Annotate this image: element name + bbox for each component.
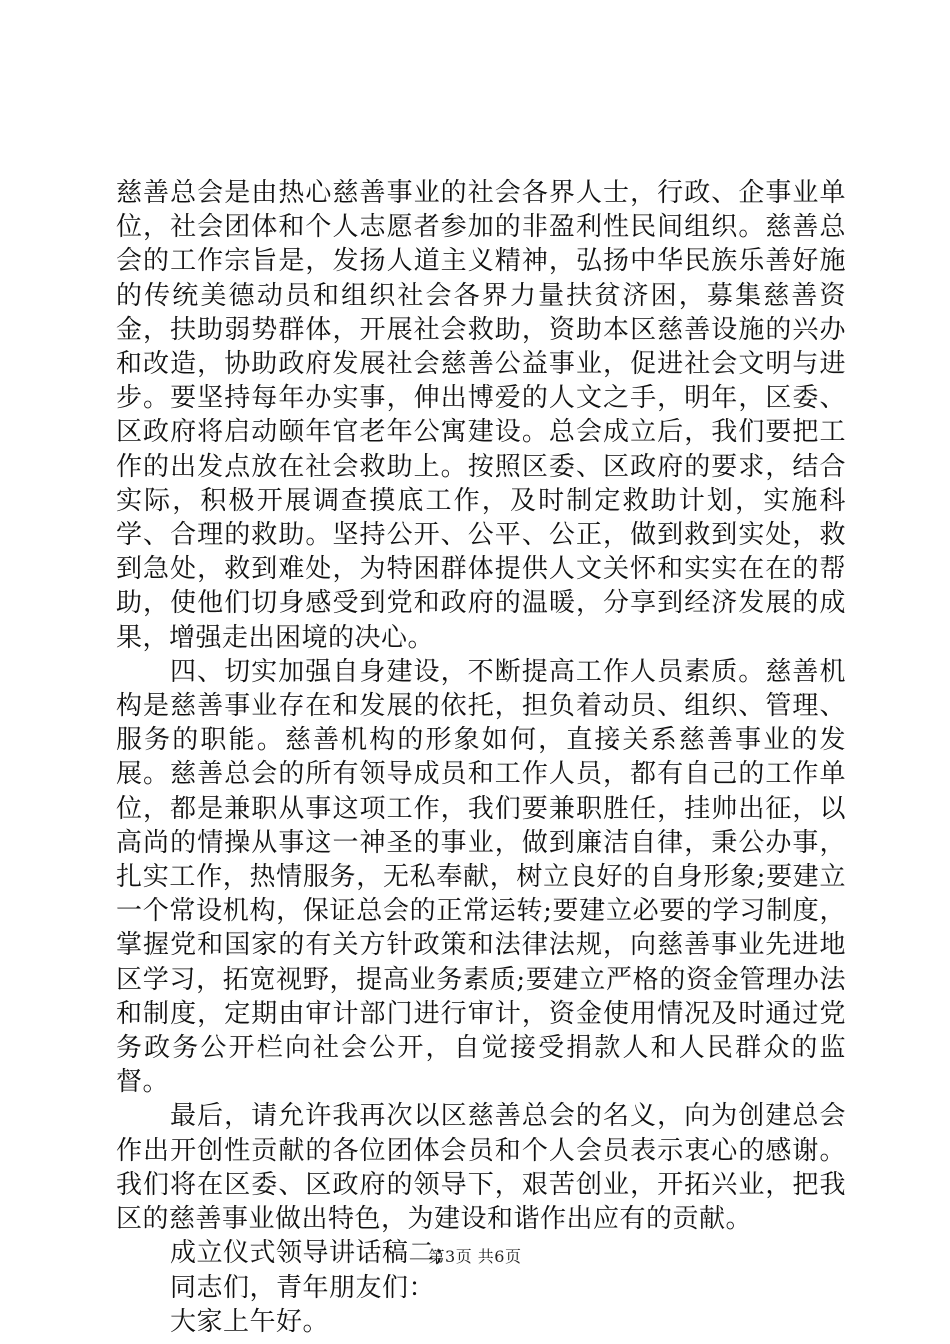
paragraph-greeting: 大家上午好。 bbox=[170, 1306, 330, 1337]
paragraph-salutation: 同志们，青年朋友们： bbox=[170, 1272, 436, 1303]
paragraph-self-construction: 四、切实加强自身建设，不断提高工作人员素质。慈善机构是慈善事业存在和发展的依托，担负着动员、组织、管理、服务的职能。慈善机构的形象如何，直接关系慈善事业的发展。慈善总会的所有领导成员和工作人员，都有自己的工作单位，都是兼职从事这项工作，我们要兼职胜任，挂帅出征，以高尚的情操从事这一神圣的事业，做到廉洁自律，秉公办事，扎实工作，热情服务，无私奉献，树立良好的自身形象;要建立一个常设机构，保证总会的正常运转;要建立必要的学习制度，掌握党和国家的有关方针政策和法律法规，向慈善事业先进地区学习，拓宽视野，提高业务素质;要建立严格的资金管理办法和制度，定期由审计部门进行审计，资金使用情况及时通过党务政务公开栏向社会公开，自觉接受捐款人和人民群众的监督。 bbox=[116, 656, 846, 1098]
page-number-footer: 第3页 共6页 bbox=[428, 1247, 522, 1266]
paragraph-speech-two-title: 成立仪式领导讲话稿二; bbox=[170, 1238, 445, 1269]
paragraph-closing-thanks: 最后，请允许我再次以区慈善总会的名义，向为创建总会作出开创性贡献的各位团体会员和个人会员表示衷心的感谢。我们将在区委、区政府的领导下，艰苦创业，开拓兴业，把我区的慈善事业做出特色，为建设和谐作出应有的贡献。 bbox=[116, 1101, 846, 1235]
document-body bbox=[116, 176, 846, 1339]
paragraph-charity-association-intro: 慈善总会是由热心慈善事业的社会各界人士，行政、企事业单位，社会团体和个人志愿者参加的非盈利性民间组织。慈善总会的工作宗旨是，发扬人道主义精神，弘扬中华民族乐善好施的传统美德动员和组织社会各界力量扶贫济困，募集慈善资金，扶助弱势群体，开展社会救助，资助本区慈善设施的兴办和改造，协助政府发展社会慈善公益事业，促进社会文明与进步。要坚持每年办实事，伸出博爱的人文之手，明年，区委、区政府将启动颐年官老年公寓建设。总会成立后，我们要把工作的出发点放在社会救助上。按照区委、区政府的要求，结合实际，积极开展调查摸底工作，及时制定救助计划，实施科学、合理的救助。坚持公开、公平、公正，做到救到实处，救到急处，救到难处，为特困群体提供人文关怀和实实在在的帮助，使他们切身感受到党和政府的温暖，分享到经济发展的成果，增强走出困境的决心。 bbox=[116, 178, 846, 653]
